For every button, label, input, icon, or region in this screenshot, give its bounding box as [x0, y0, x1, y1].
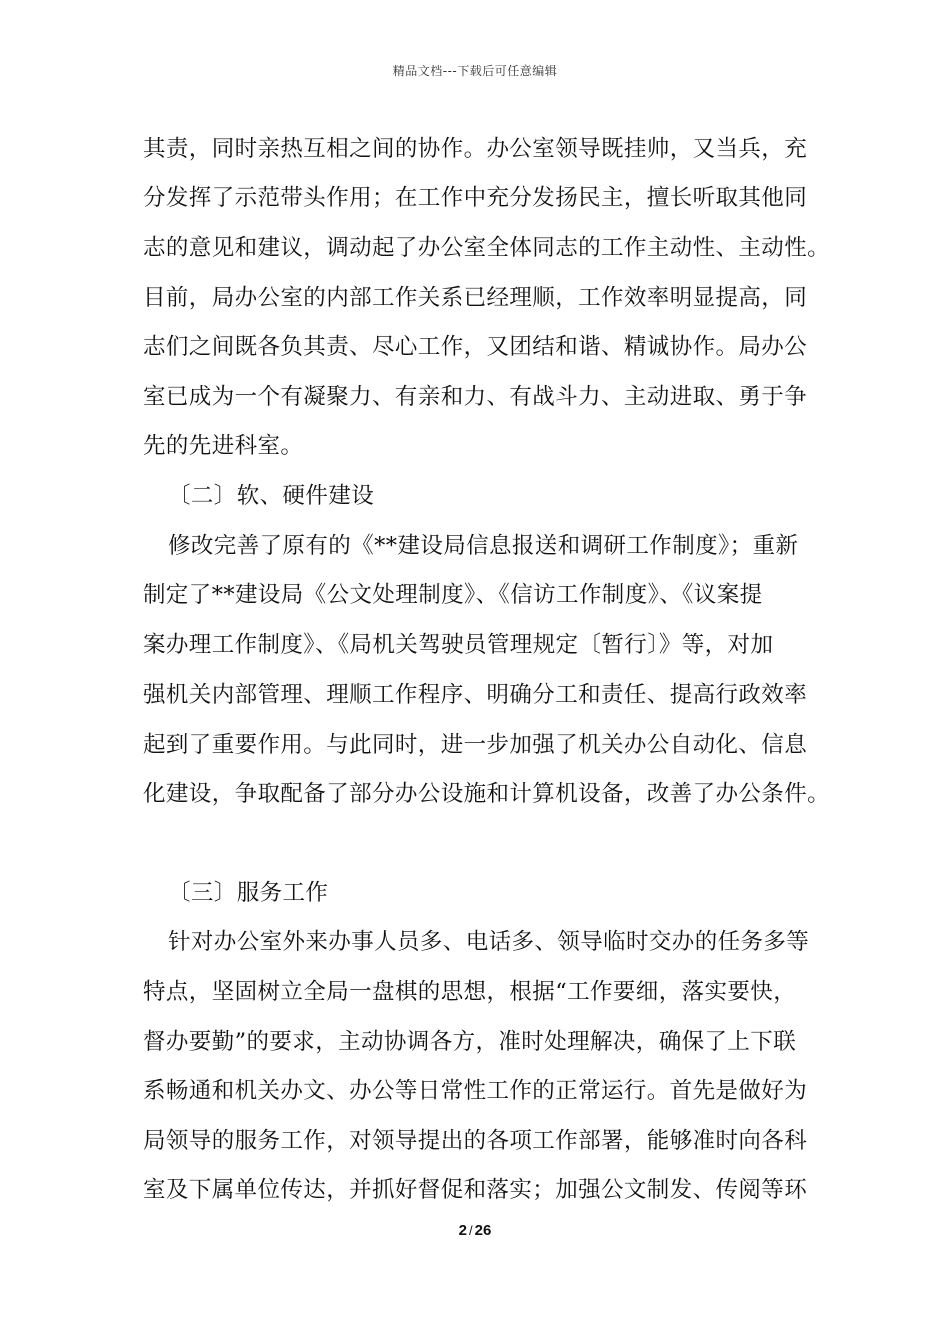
body-line: 强机关内部管理、理顺工作程序、明确分工和责任、提高行政效率: [143, 682, 808, 708]
body-line: 先的先进科室。: [143, 433, 304, 459]
body-line: 针对办公室外来办事人员多、电话多、领导临时交办的任务多等: [168, 929, 810, 955]
body-line: 局领导的服务工作，对领导提出的各项工作部署，能够准时向各科: [143, 1128, 808, 1154]
page-header: 精品文档---下载后可任意编辑: [392, 64, 558, 78]
page-separator: /: [469, 1223, 473, 1238]
body-line: 案办理工作制度》、《局机关驾驶员管理规定〔暂行〕》等，对加: [143, 632, 774, 658]
body-line: 其责，同时亲热互相之间的协作。办公室领导既挂帅，又当兵，充: [143, 136, 808, 162]
total-pages: 26: [474, 1222, 492, 1239]
body-line: 起到了重要作用。与此同时，进一步加强了机关办公自动化、信息: [143, 732, 808, 758]
body-line: 督办要勤”的要求，主动协调各方，准时处理解决，确保了上下联: [143, 1029, 797, 1055]
body-line: 系畅通和机关办文、办公等日常性工作的正常运行。首先是做好为: [143, 1078, 808, 1104]
body-line: 制定了**建设局《公文处理制度》、《信访工作制度》、《议案提: [143, 582, 763, 608]
body-line: 志们之间既各负其责、尽心工作，又团结和谐、精诚协作。局办公: [143, 334, 808, 360]
page-number: [0, 1222, 950, 1239]
body-line: 志的意见和建议，调动起了办公室全体同志的工作主动性、主动性。: [143, 235, 831, 261]
current-page: 2: [458, 1222, 468, 1239]
body-line: 室及下属单位传达，并抓好督促和落实；加强公文制发、传阅等环: [143, 1177, 808, 1203]
body-line: 目前，局办公室的内部工作关系已经理顺，工作效率明显提高，同: [143, 285, 808, 311]
section-heading: 〔三〕服务工作: [168, 880, 329, 906]
body-line: 修改完善了原有的《**建设局信息报送和调研工作制度》；重新: [168, 533, 799, 559]
body-line: 室已成为一个有凝聚力、有亲和力、有战斗力、主动进取、勇于争: [143, 384, 808, 410]
body-line: 特点，坚固树立全局一盘棋的思想，根据“工作要细，落实要快，: [143, 979, 797, 1005]
body-line: 化建设，争取配备了部分办公设施和计算机设备，改善了办公条件。: [143, 781, 831, 807]
section-heading: 〔二〕软、硬件建设: [168, 483, 375, 509]
body-line: 分发挥了示范带头作用；在工作中充分发扬民主，擅长听取其他同: [143, 185, 808, 211]
